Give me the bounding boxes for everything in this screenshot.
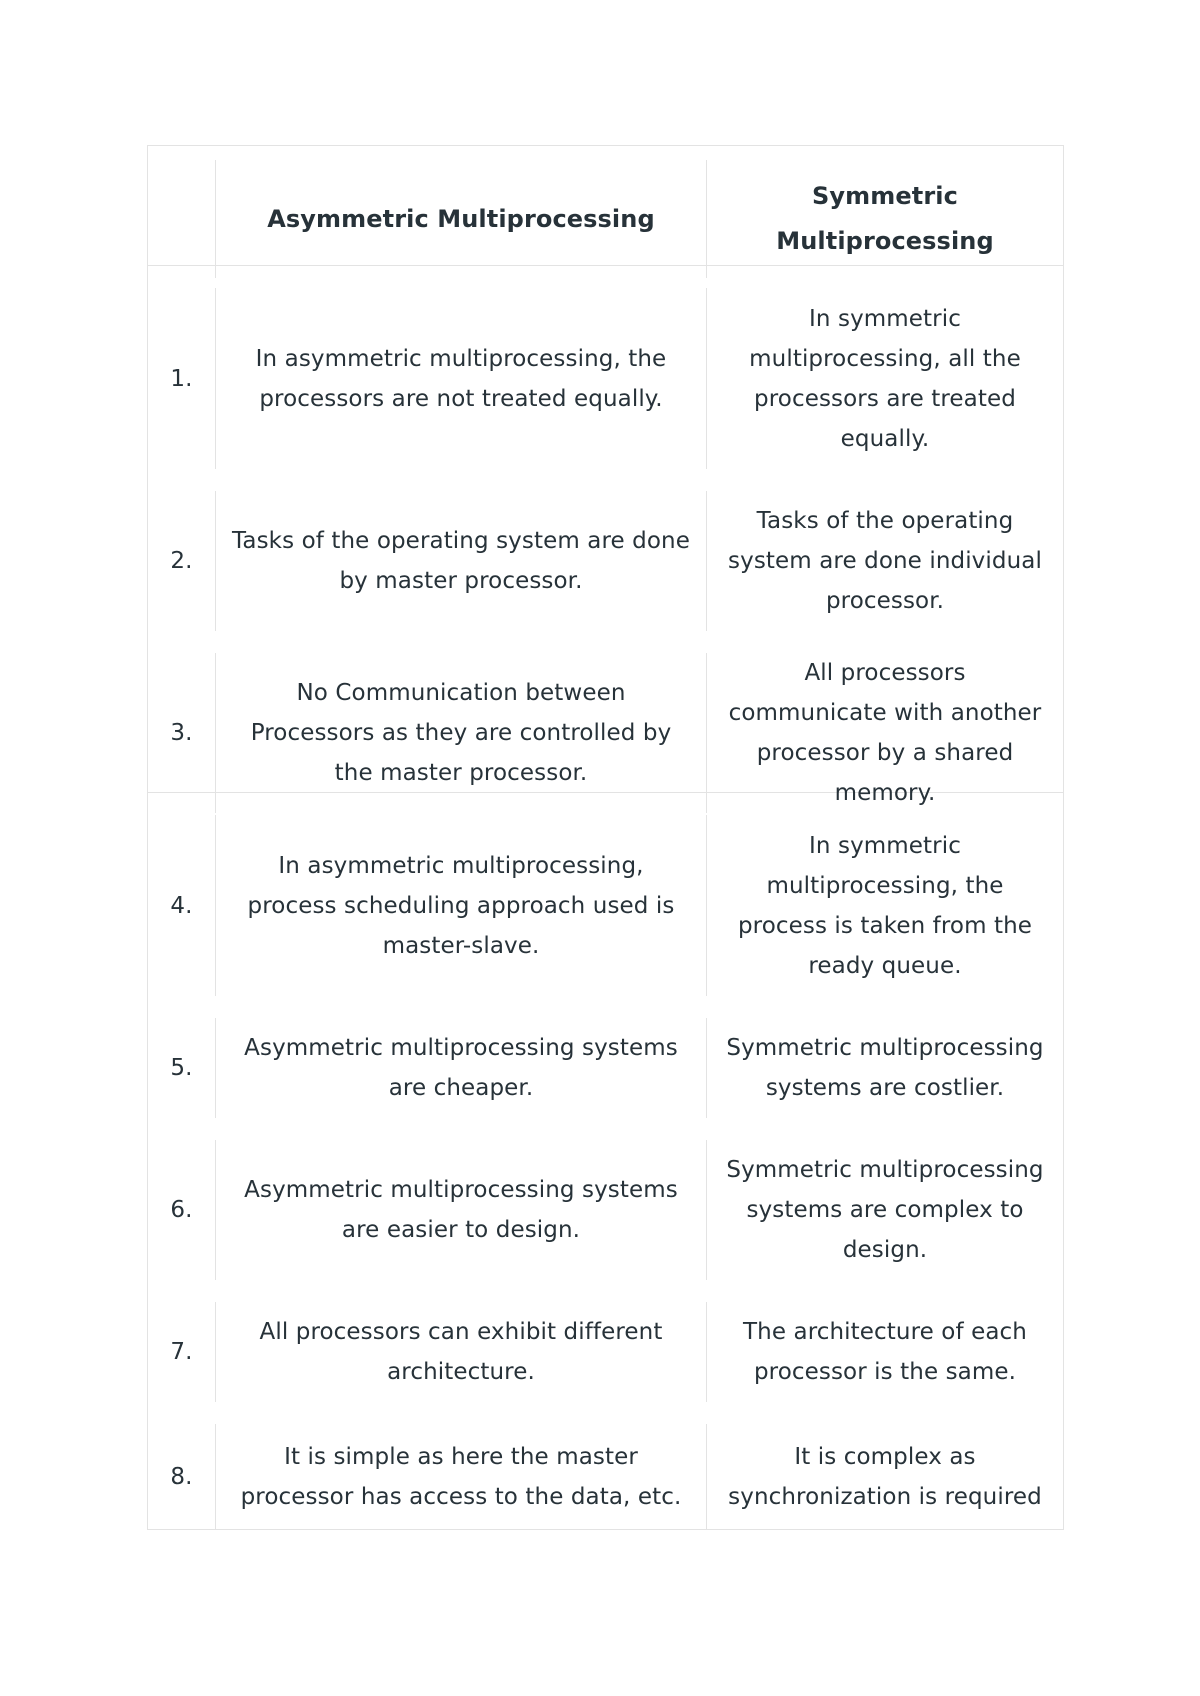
table-row xyxy=(148,1402,1063,1529)
row-number: 1. xyxy=(170,365,193,392)
symmetric-cell: In symmetric multiprocessing, the process is taken from the ready queue. xyxy=(706,815,1063,996)
symmetric-cell: In symmetric multiprocessing, all the processors are treated equally. xyxy=(706,288,1063,469)
symmetric-cell: Symmetric multiprocessing systems are costlier. xyxy=(706,1018,1063,1118)
row-number: 4. xyxy=(170,892,193,919)
asymmetric-cell: It is simple as here the master processor has access to the data, etc. xyxy=(215,1424,706,1529)
asymmetric-cell: Asymmetric multiprocessing systems are easier to design. xyxy=(215,1140,706,1280)
table-row xyxy=(148,266,1063,469)
table-row xyxy=(148,631,1063,806)
table-row xyxy=(148,1280,1063,1402)
table-row xyxy=(148,996,1063,1118)
row-number: 7. xyxy=(170,1339,193,1365)
asymmetric-cell: No Communication between Processors as they are controlled by the master processor. xyxy=(215,653,706,813)
symmetric-cell: It is complex as synchronization is required xyxy=(706,1424,1063,1529)
table-row xyxy=(148,793,1063,996)
table-row xyxy=(148,469,1063,631)
symmetric-cell: All processors communicate with another processor by a shared memory. xyxy=(706,653,1063,813)
asymmetric-cell: In asymmetric multiprocessing, process scheduling approach used is master-slave. xyxy=(215,815,706,996)
asymmetric-cell: In asymmetric multiprocessing, the processors are not treated equally. xyxy=(215,288,706,469)
header-cell-asymmetric: Asymmetric Multiprocessing xyxy=(215,160,706,278)
asymmetric-cell: Asymmetric multiprocessing systems are cheaper. xyxy=(215,1018,706,1118)
header-cell-symmetric: Symmetric Multiprocessing xyxy=(706,160,1063,278)
asymmetric-cell: All processors can exhibit different architecture. xyxy=(215,1302,706,1402)
row-number: 5. xyxy=(170,1055,193,1081)
table-header-row xyxy=(148,146,1063,266)
symmetric-cell: Symmetric multiprocessing systems are complex to design. xyxy=(706,1140,1063,1280)
symmetric-cell: The architecture of each processor is the same. xyxy=(706,1302,1063,1402)
row-number: 8. xyxy=(170,1463,193,1490)
asymmetric-cell: Tasks of the operating system are done by master processor. xyxy=(215,491,706,631)
comparison-table xyxy=(147,145,1064,1530)
row-number: 6. xyxy=(170,1197,193,1223)
row-number: 3. xyxy=(170,720,193,746)
table-row xyxy=(148,1118,1063,1280)
header-cell-number xyxy=(148,160,215,278)
symmetric-cell: Tasks of the operating system are done individual processor. xyxy=(706,491,1063,631)
row-number: 2. xyxy=(170,548,193,574)
